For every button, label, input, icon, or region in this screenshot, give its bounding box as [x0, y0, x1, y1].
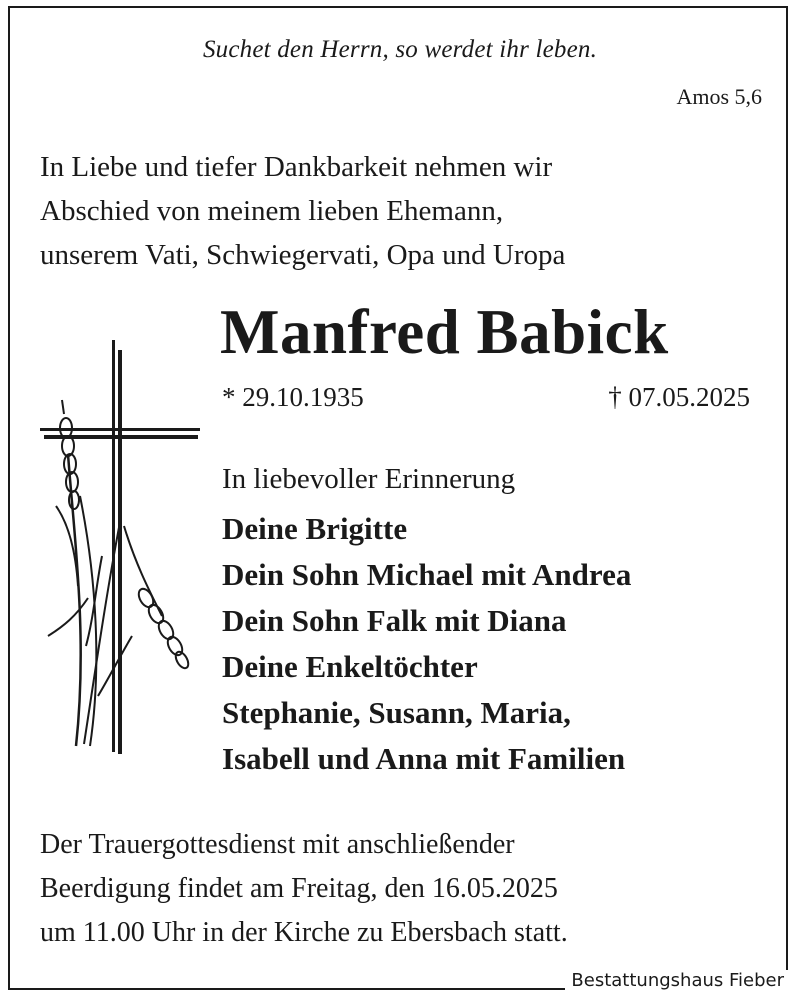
mourner-line: Isabell und Anna mit Familien [222, 741, 626, 776]
intro-text [40, 145, 565, 277]
service-line: Der Trauergottesdienst mit anschließender [40, 829, 515, 860]
service-line: Beerdigung findet am Freitag, den 16.05.2025 [40, 873, 558, 904]
intro-line: Abschied von meinem lieben Ehemann, [40, 195, 504, 227]
birth-date: * 29.10.1935 [222, 382, 364, 412]
mourners-intro: In liebevoller Erinnerung [222, 463, 516, 495]
death-date: † 07.05.2025 [608, 382, 750, 412]
verse-reference: Amos 5,6 [676, 84, 762, 109]
mourner-line: Dein Sohn Falk mit Diana [222, 603, 567, 638]
cross-with-wheat-icon [36, 336, 206, 766]
mourner-line: Dein Sohn Michael mit Andrea [222, 557, 632, 592]
intro-line: In Liebe und tiefer Dankbarkeit nehmen wir [40, 151, 553, 183]
intro-line: unserem Vati, Schwiegervati, Opa und Uropa [40, 239, 566, 271]
mourner-line: Deine Brigitte [222, 511, 408, 546]
mourners-list [222, 506, 631, 782]
bible-verse: Suchet den Herrn, so werdet ihr leben. [202, 36, 598, 63]
deceased-name: Manfred Babick [220, 297, 669, 367]
mourner-line: Deine Enkeltöchter [222, 649, 478, 684]
mourner-line: Stephanie, Susann, Maria, [222, 695, 571, 730]
funeral-home-label: Bestattungshaus Fieber [565, 970, 790, 992]
service-line: um 11.00 Uhr in der Kirche zu Ebersbach statt. [40, 917, 568, 948]
service-info [40, 823, 568, 955]
